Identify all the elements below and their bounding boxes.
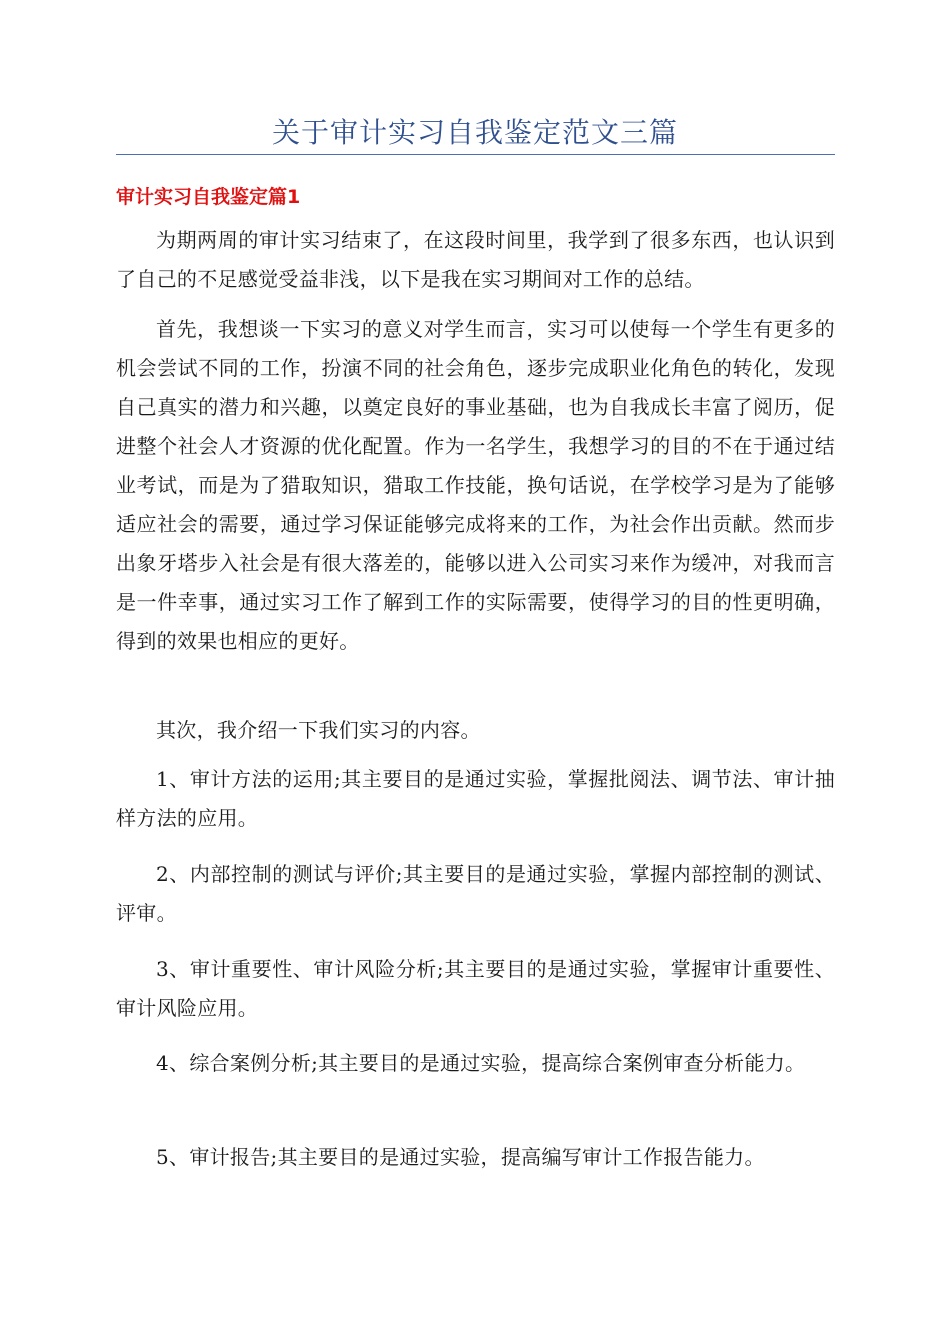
section-heading: 审计实习自我鉴定篇1 <box>116 186 301 208</box>
list-item-materiality-risk: 3、审计重要性、审计风险分析;其主要目的是通过实验，掌握审计重要性、审计风险应用。 <box>116 957 835 1020</box>
list-item-audit-methods: 1、审计方法的运用;其主要目的是通过实验，掌握批阅法、调节法、审计抽样方法的应用。 <box>116 767 835 830</box>
list-item-case-analysis: 4、综合案例分析;其主要目的是通过实验，提高综合案例审查分析能力。 <box>156 1051 806 1075</box>
paragraph-significance: 首先，我想谈一下实习的意义对学生而言，实习可以使每一个学生有更多的机会尝试不同的工作，扮演不同的社会角色，逐步完成职业化角色的转化，发现自己真实的潜力和兴趣，以奠定良好的事业基础，也为自我成长丰富了阅历，促进整个社会人才资源的优化配置。作为一名学生，我想学习的目的不在于通过结业考试，而是为了猎取知识，猎取工作技能，换句话说，在学校学习是为了能够适应社会的需要，通过学习保证能够完成将来的工作，为社会作出贡献。然而步出象牙塔步入社会是有很大落差的，能够以进入公司实习来作为缓冲，对我而言是一件幸事，通过实习工作了解到工作的实际需要，使得学习的目的性更明确，得到的效果也相应的更好。 <box>116 317 835 653</box>
list-item-audit-report: 5、审计报告;其主要目的是通过实验，提高编写审计工作报告能力。 <box>156 1145 765 1169</box>
paragraph-intro: 为期两周的审计实习结束了，在这段时间里，我学到了很多东西，也认识到了自己的不足感觉受益非浅，以下是我在实习期间对工作的总结。 <box>116 228 835 291</box>
paragraph-content-intro: 其次，我介绍一下我们实习的内容。 <box>156 718 481 742</box>
list-item-internal-control: 2、内部控制的测试与评价;其主要目的是通过实验，掌握内部控制的测试、评审。 <box>116 862 835 925</box>
document-title: 关于审计实习自我鉴定范文三篇 <box>271 116 678 149</box>
title-underline <box>116 154 835 155</box>
